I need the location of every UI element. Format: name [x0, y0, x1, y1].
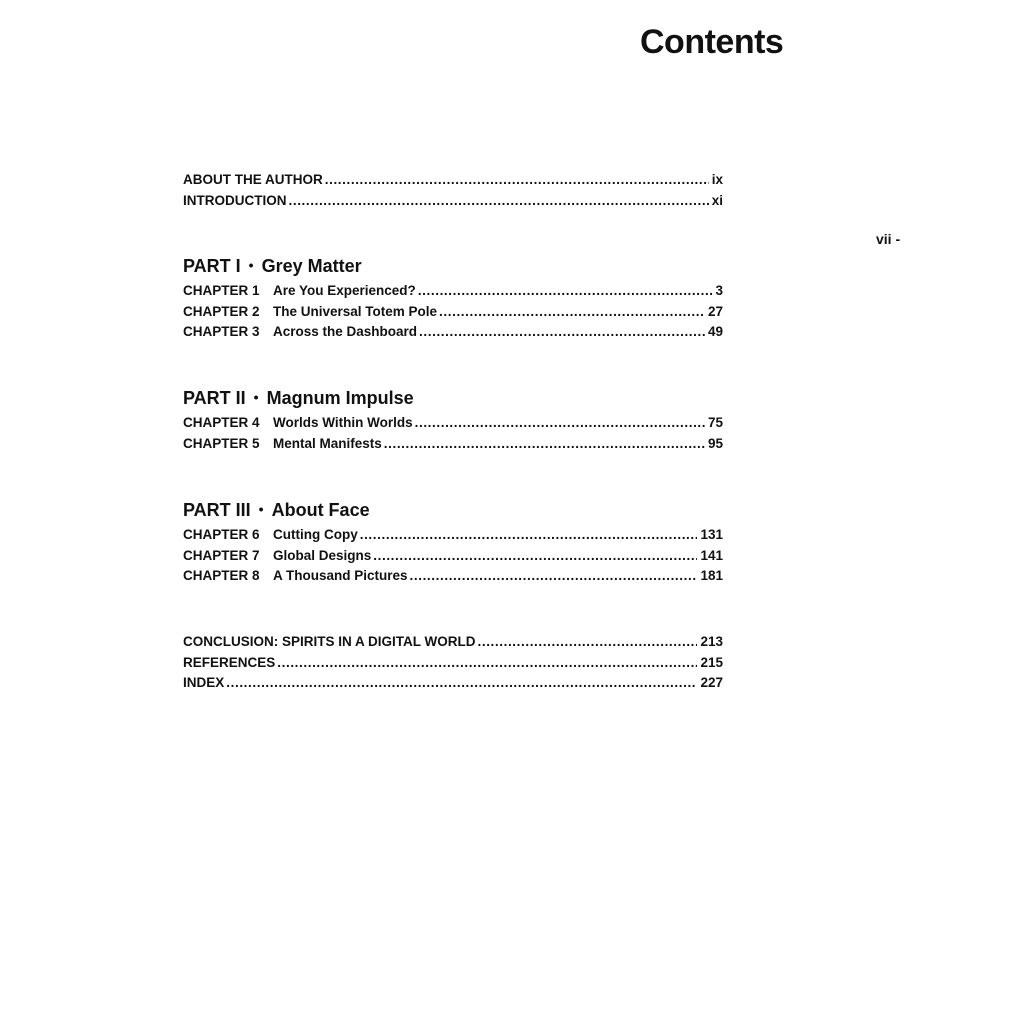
dot-leader — [226, 673, 697, 693]
entry-title — [183, 525, 358, 546]
chapter-title: Across the Dashboard — [273, 324, 418, 339]
bullet-icon: • — [258, 501, 264, 517]
toc-entry-chapter-4[interactable] — [183, 413, 723, 434]
part-title: About Face — [271, 500, 370, 520]
dot-leader — [325, 170, 709, 190]
entry-title: REFERENCES — [183, 654, 276, 670]
entry-page: 213 — [700, 634, 723, 649]
toc-entry-chapter-3[interactable] — [183, 322, 723, 343]
entry-title: INDEX — [183, 675, 225, 690]
chapter-number: CHAPTER 6 — [183, 527, 260, 542]
entry-title — [183, 302, 437, 323]
dot-leader — [277, 653, 697, 673]
dot-leader — [373, 546, 697, 566]
entry-title: INTRODUCTION — [183, 192, 287, 208]
part-title: Grey Matter — [261, 256, 362, 276]
entry-title — [183, 566, 408, 587]
entry-title: ABOUT THE AUTHOR — [183, 172, 323, 187]
part-heading — [183, 496, 723, 523]
part-label: PART II — [183, 388, 246, 408]
chapter-title: A Thousand Pictures — [273, 568, 408, 583]
chapter-title: The Universal Totem Pole — [273, 303, 438, 319]
chapter-number: CHAPTER 8 — [183, 568, 260, 583]
chapter-number: CHAPTER 2 — [183, 303, 260, 319]
back-matter-section — [183, 632, 723, 694]
entry-page: 141 — [700, 547, 723, 563]
chapter-title: Cutting Copy — [273, 527, 358, 542]
chapter-title: Mental Manifests — [273, 435, 382, 451]
front-matter-section — [183, 170, 723, 211]
part-2-section — [183, 384, 723, 454]
chapter-title: Worlds Within Worlds — [273, 415, 413, 430]
toc-entry-conclusion[interactable] — [183, 632, 723, 653]
entry-title — [183, 434, 382, 455]
toc-entry-chapter-5[interactable] — [183, 434, 723, 455]
entry-page: xi — [711, 192, 723, 208]
part-heading — [183, 252, 723, 279]
entry-page: 3 — [715, 283, 723, 298]
part-3-section — [183, 496, 723, 587]
chapter-title: Global Designs — [273, 547, 372, 563]
toc-entry-chapter-1[interactable] — [183, 281, 723, 302]
entry-page: ix — [711, 172, 723, 187]
toc-entry-references[interactable] — [183, 653, 723, 674]
dot-leader — [360, 525, 698, 545]
entry-title — [183, 322, 417, 343]
toc-entry-index[interactable] — [183, 673, 723, 694]
dot-leader — [415, 413, 705, 433]
entry-title — [183, 281, 416, 302]
chapter-title: Are You Experienced? — [273, 283, 416, 298]
toc-entry-introduction[interactable] — [183, 191, 723, 212]
part-label: PART III — [183, 500, 251, 520]
part-1-section — [183, 252, 723, 343]
entry-page: 181 — [700, 568, 723, 583]
chapter-number: CHAPTER 7 — [183, 547, 260, 563]
entry-page: 49 — [707, 324, 723, 339]
part-title: Magnum Impulse — [266, 388, 414, 408]
entry-page: 131 — [700, 527, 723, 542]
toc-entry-chapter-7[interactable] — [183, 546, 723, 567]
entry-page: 95 — [707, 435, 723, 451]
toc-entry-chapter-8[interactable] — [183, 566, 723, 587]
entry-page: 27 — [707, 303, 723, 319]
page-title: Contents — [640, 23, 784, 61]
entry-page: 75 — [707, 415, 723, 430]
bullet-icon: • — [248, 257, 254, 273]
page-number: vii - — [876, 231, 901, 247]
chapter-number: CHAPTER 1 — [183, 283, 260, 298]
chapter-number: CHAPTER 5 — [183, 435, 260, 451]
bullet-icon: • — [253, 389, 259, 405]
chapter-number: CHAPTER 3 — [183, 324, 260, 339]
toc-entry-chapter-6[interactable] — [183, 525, 723, 546]
entry-title — [183, 546, 371, 567]
dot-leader — [418, 281, 713, 301]
toc-entry-about-the-author[interactable] — [183, 170, 723, 191]
dot-leader — [289, 191, 709, 211]
dot-leader — [478, 632, 698, 652]
part-heading — [183, 384, 723, 411]
entry-title: CONCLUSION: SPIRITS IN A DIGITAL WORLD — [183, 634, 476, 649]
dot-leader — [439, 302, 705, 322]
entry-page: 227 — [700, 675, 723, 690]
toc-entry-chapter-2[interactable] — [183, 302, 723, 323]
entry-title — [183, 413, 413, 434]
dot-leader — [410, 566, 698, 586]
dot-leader — [419, 322, 705, 342]
part-label: PART I — [183, 256, 241, 276]
dot-leader — [384, 434, 705, 454]
entry-page: 215 — [700, 654, 723, 670]
chapter-number: CHAPTER 4 — [183, 415, 260, 430]
